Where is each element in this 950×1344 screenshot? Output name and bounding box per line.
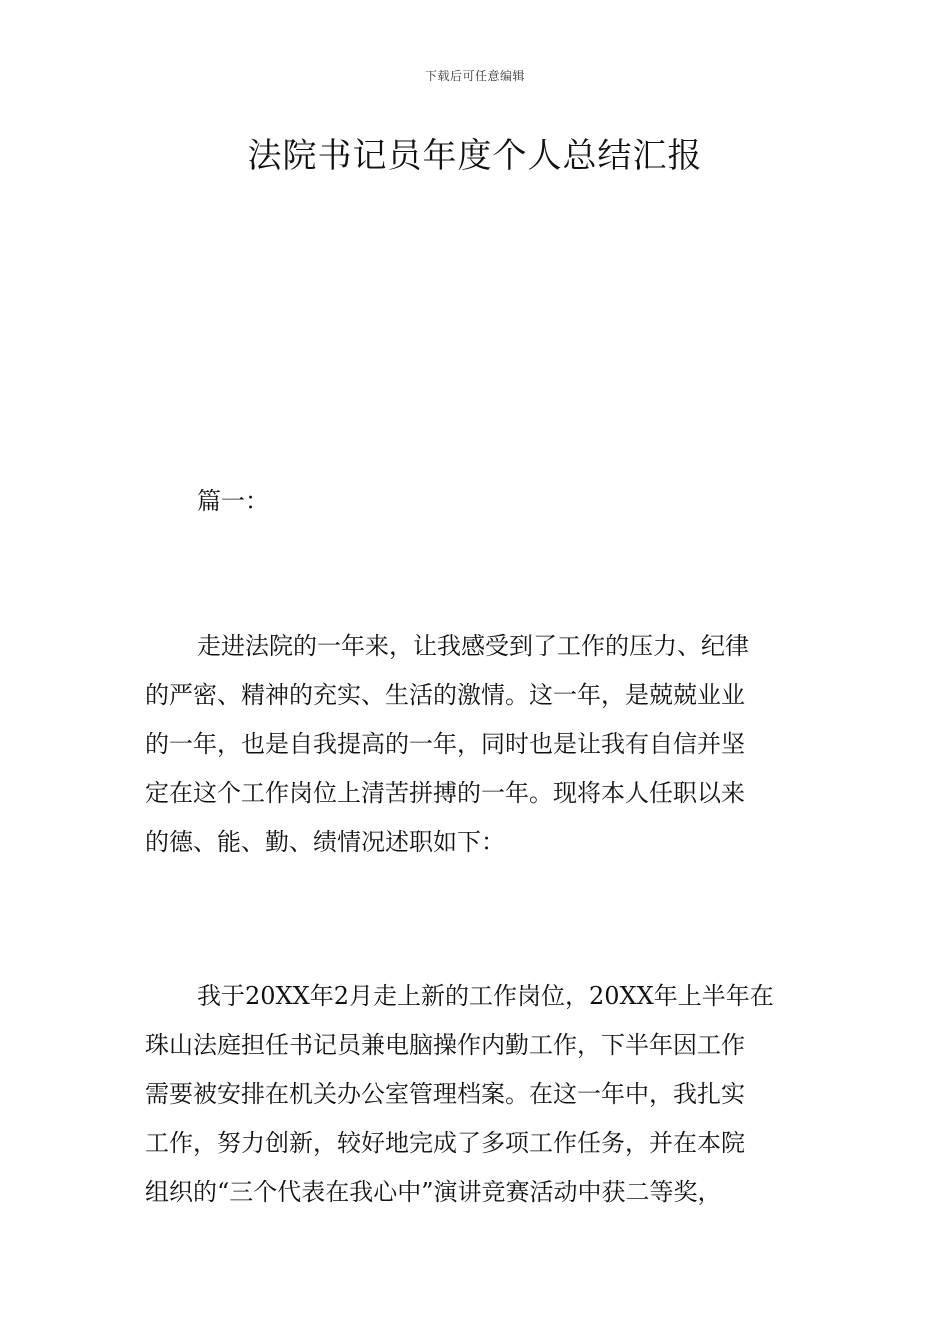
paragraph-line: 的一年，也是自我提高的一年，同时也是让我有自信并坚: [145, 730, 745, 758]
paragraph-line: 需要被安排在机关办公室管理档案。在这一年中，我扎实: [145, 1080, 745, 1108]
paragraph-line: 工作，努力创新，较好地完成了多项工作任务，并在本院: [145, 1129, 745, 1157]
paragraph-line: 珠山法庭担任书记员兼电脑操作内勤工作，下半年因工作: [145, 1031, 745, 1059]
paragraph-1: [145, 628, 810, 873]
section-label: 篇一：: [197, 487, 269, 515]
paragraph-line: 的严密、精神的充实、生活的激情。这一年，是兢兢业业: [145, 681, 745, 709]
paragraph-line: 走进法院的一年来，让我感受到了工作的压力、纪律: [197, 632, 749, 660]
paragraph-line: 我于20XX年2月走上新的工作岗位，20XX年上半年在: [197, 982, 774, 1010]
header-note: 下载后可任意编辑: [424, 69, 525, 83]
document-title: 法院书记员年度个人总结汇报: [247, 136, 703, 176]
paragraph-line: 定在这个工作岗位上清苦拼搏的一年。现将本人任职以来: [145, 779, 745, 807]
paragraph-line: 的德、能、勤、绩情况述职如下：: [145, 828, 505, 856]
paragraph-2: [145, 978, 810, 1223]
paragraph-line: 组织的“三个代表在我心中”演讲竞赛活动中获二等奖，: [145, 1178, 722, 1206]
